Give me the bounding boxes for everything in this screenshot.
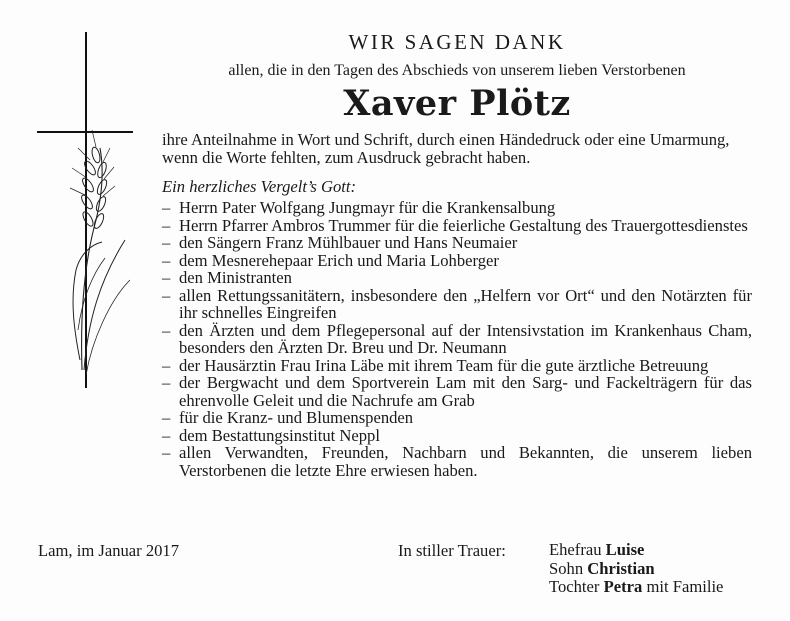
list-item: – für die Kranz- und Blumenspenden [162,408,414,427]
heading: WIR SAGEN DANK [348,30,566,54]
list-item: – der Bergwacht und dem Sportverein Lam mit den Sarg- und Fackelträgern für das ehrenvolle Geleit und die Nachrufe am Grab [162,373,752,410]
mourning-label: In stiller Trauer: [398,541,506,560]
thanks-list [162,199,752,479]
list-item: – dem Bestattungsinstitut Neppl [162,425,380,445]
list-item: – den Ärzten und dem Pflegepersonal auf der Intensivstation im Krankenhaus Cham, besonders den Ärzten Dr. Breu und Dr. Neumann [162,320,752,357]
list-item: – dem Mesnerehepaar Erich und Maria Lohberger [162,250,499,270]
deceased-name: Xaver Plötz [343,83,571,124]
mourner-line: Ehefrau Luise [549,540,645,559]
cross-with-wheat-icon [30,30,140,390]
intro-line: allen, die in den Tagen des Abschieds von unserem lieben Verstorbenen [228,62,686,79]
list-item: – der Hausärztin Frau Irina Läbe mit ihrem Team für die gute ärztliche Betreuung [162,355,709,375]
place-date: Lam, im Januar 2017 [38,541,180,560]
list-item: – allen Rettungssanitätern, insbesondere den „Helfern vor Ort“ und den Notärzten für ihr schnelles Eingreifen [162,285,752,322]
list-item: – den Ministranten [162,268,292,287]
list-item: – allen Verwandten, Freunden, Nachbarn und Bekannten, die unserem lieben Verstorbenen die letzte Ehre erwiesen haben. [162,443,752,480]
list-item: – Herrn Pater Wolfgang Jungmayr für die Krankensalbung [162,198,556,217]
list-item: – Herrn Pfarrer Ambros Trummer für die feierliche Gestaltung des Trauergottesdienstes [162,215,748,235]
mourner-line: Sohn Christian [549,558,655,578]
motto: Ein herzliches Vergelt’s Gott: [162,177,357,196]
mourner-line: Tochter Petra mit Familie [549,577,724,596]
mourners-list [549,541,723,597]
list-item: – den Sängern Franz Mühlbauer und Hans Neumaier [162,233,518,252]
thanks-text: ihre Anteilnahme in Wort und Schrift, durch einen Händedruck oder eine Umarmung, wenn die Worte fehlten, zum Ausdruck gebracht haben. [162,130,730,167]
